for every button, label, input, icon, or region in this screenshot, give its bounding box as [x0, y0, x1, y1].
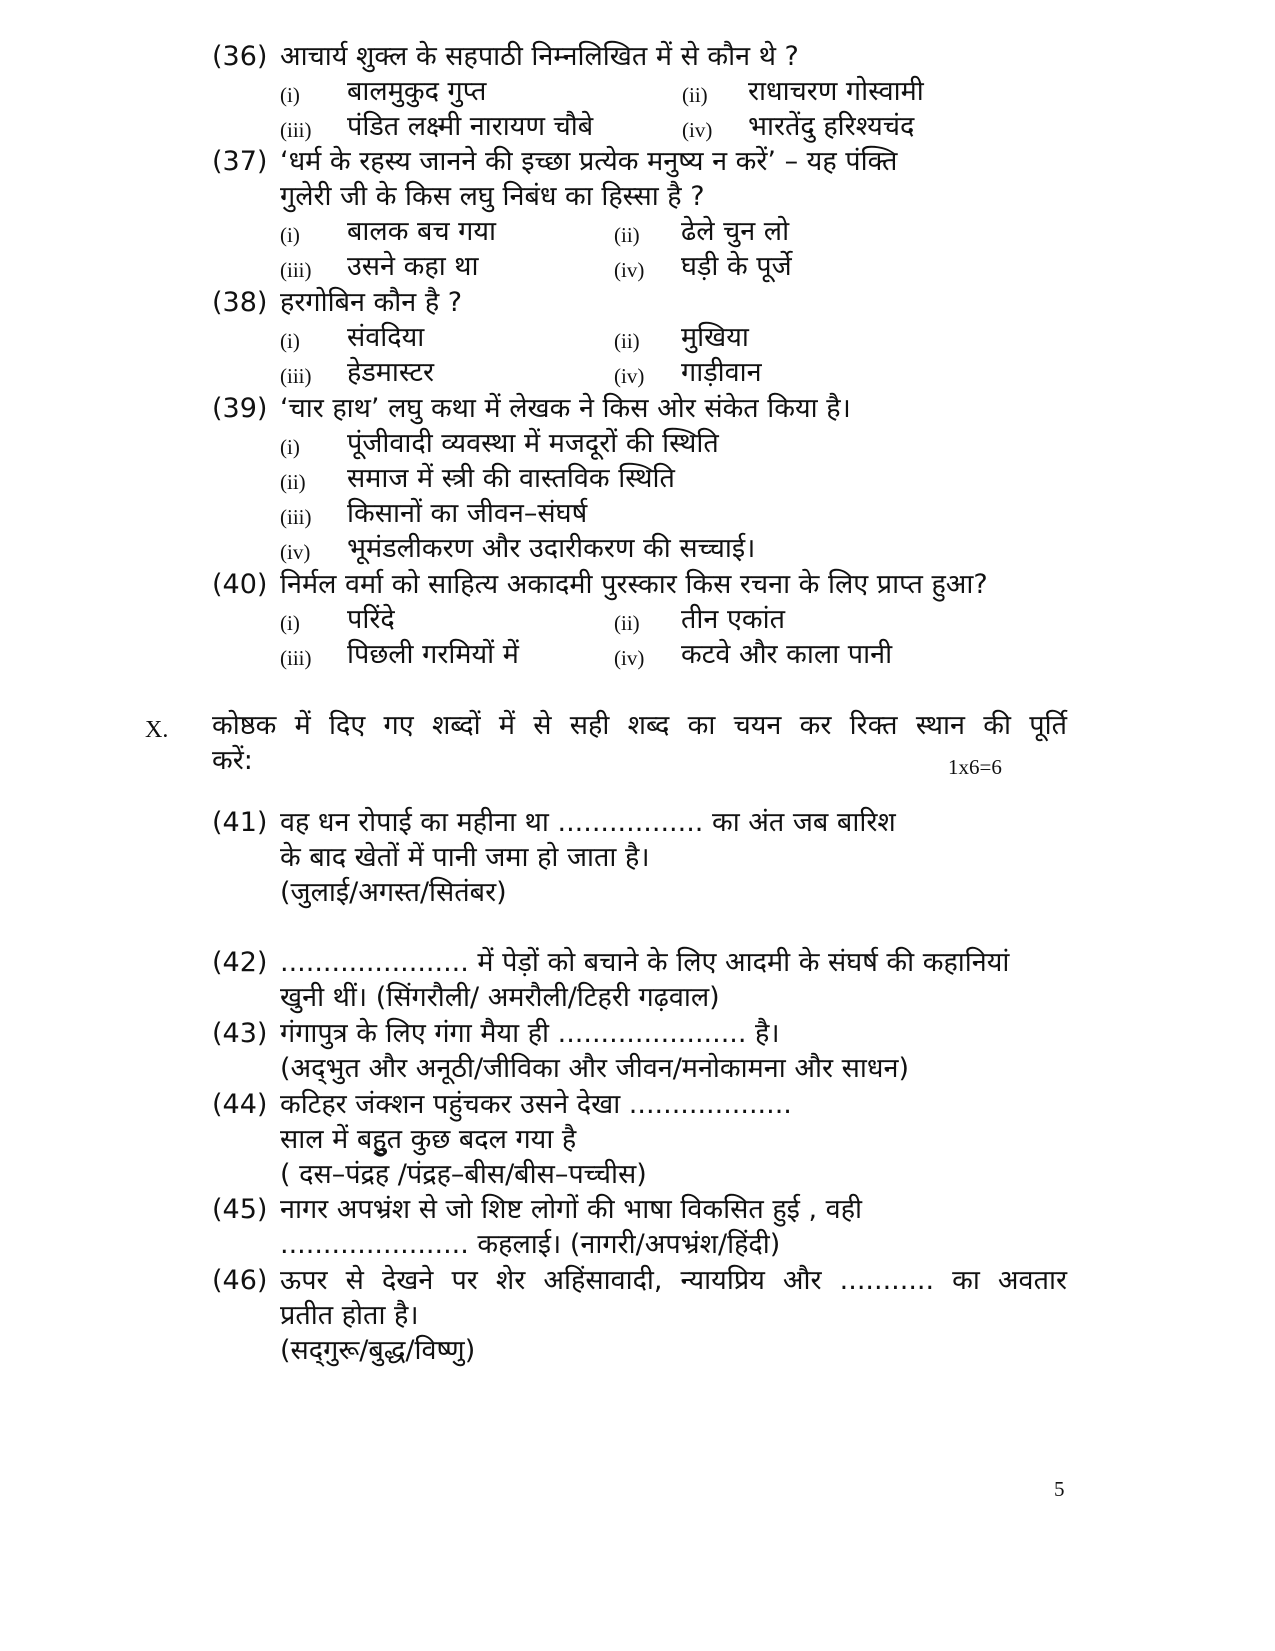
option-text: ढेले चुन लो — [681, 216, 790, 247]
option-text: बालमुकुद गुप्त — [347, 76, 487, 107]
section-instruction-cont: करें: — [212, 745, 253, 776]
answer-options: (सद्‌गुरू/बुद्ध/विष्णु) — [280, 1335, 476, 1366]
section-instruction: कोष्ठक में दिए गए शब्दों में से सही शब्द का चयन कर रिक्त स्थान की पूर्ति — [212, 710, 1067, 741]
question-text: गंगापुत्र के लिए गंगा मैया ही ...................... है। — [280, 1018, 780, 1049]
option-number: (ii) — [614, 223, 640, 247]
question-text: ऊपर से देखने पर शेर अहिंसावादी, न्यायप्रिय और ........... का अवतार — [280, 1265, 1067, 1296]
option-number: (iv) — [280, 540, 311, 564]
option-number: (iii) — [280, 646, 312, 670]
option-text: घड़ी के पूर्जे — [681, 251, 792, 282]
option-text: तीन एकांत — [681, 604, 786, 635]
question-text: ...................... में पेड़ों को बचाने के लिए आदमी के संघर्ष की कहानियां — [280, 947, 1010, 978]
question-text: कटिहर जंक्शन पहुंचकर उसने देखा ................... — [280, 1089, 792, 1120]
option-number: (iv) — [614, 258, 645, 282]
option-text: किसानों का जीवन–संघर्ष — [347, 498, 588, 529]
option-number: (iv) — [682, 118, 713, 142]
option-text: बालक बच गया — [347, 216, 497, 247]
question-number: (39) — [212, 393, 268, 424]
answer-options: (जुलाई/अगस्त/सितंबर) — [280, 877, 507, 908]
question-text: गुलेरी जी के किस लघु निबंध का हिस्सा है ? — [280, 181, 705, 212]
option-text: राधाचरण गोस्वामी — [748, 76, 924, 107]
question-number: (44) — [212, 1089, 268, 1120]
option-text: भारतेंदु हरिश्यचंद — [748, 111, 915, 142]
option-number: (i) — [280, 611, 300, 635]
option-number: (ii) — [614, 329, 640, 353]
option-text: पूंजीवादी व्यवस्था में मजदूरों की स्थिति — [347, 428, 719, 459]
question-text: आचार्य शुक्ल के सहपाठी निम्नलिखित में से कौन थे ? — [280, 41, 799, 72]
question-number: (37) — [212, 146, 268, 177]
option-text: उसने कहा था — [347, 251, 479, 282]
question-text: साल में बहुुत कुछ बदल गया है — [280, 1124, 577, 1155]
answer-options: (अद्‌भुत और अनूठी/जीविका और जीवन/मनोकामना और साधन) — [280, 1053, 909, 1084]
option-number: (iv) — [614, 364, 645, 388]
option-number: (iv) — [614, 646, 645, 670]
answer-options: ( दस–पंद्रह /पंद्रह–बीस/बीस–पच्चीस) — [280, 1159, 647, 1190]
option-text: गाड़ीवान — [681, 357, 762, 388]
option-number: (iii) — [280, 364, 312, 388]
option-number: (i) — [280, 83, 300, 107]
question-text: खुनी थीं। (सिंगरौली/ अमरौली/टिहरी गढ़वाल) — [280, 982, 720, 1013]
option-number: (iii) — [280, 505, 312, 529]
question-text: नागर अपभ्रंश से जो शिष्ट लोगों की भाषा विकसित हुई , वही — [280, 1194, 863, 1225]
question-number: (40) — [212, 569, 268, 600]
question-text: निर्मल वर्मा को साहित्य अकादमी पुरस्कार किस रचना के लिए प्राप्त हुआ? — [280, 569, 988, 600]
option-text: समाज में स्त्री की वास्तविक स्थिति — [347, 463, 675, 494]
question-number: (43) — [212, 1018, 268, 1049]
option-number: (i) — [280, 329, 300, 353]
section-number: X. — [145, 717, 169, 743]
option-number: (ii) — [280, 470, 306, 494]
question-number: (38) — [212, 287, 268, 318]
option-number: (iii) — [280, 118, 312, 142]
question-text: के बाद खेतों में पानी जमा हो जाता है। — [280, 842, 650, 873]
option-number: (i) — [280, 435, 300, 459]
option-text: भूमंडलीकरण और उदारीकरण की सच्चाई। — [347, 533, 756, 564]
question-number: (46) — [212, 1265, 268, 1296]
option-text: मुखिया — [681, 322, 749, 353]
question-number: (42) — [212, 947, 268, 978]
question-text: ‘चार हाथ’ लघु कथा में लेखक ने किस ओर संकेत किया है। — [280, 393, 851, 424]
marks-label: 1x6=6 — [948, 755, 1002, 779]
option-number: (ii) — [614, 611, 640, 635]
option-text: पंडित लक्ष्मी नारायण चौबे — [347, 111, 594, 142]
option-number: (ii) — [682, 83, 708, 107]
question-text: हरगोबिन कौन है ? — [280, 287, 463, 318]
option-text: परिंदे — [347, 604, 395, 635]
question-text: ...................... कहलाई। (नागरी/अपभ्रंश/हिंदी) — [280, 1229, 781, 1260]
option-text: कटवे और काला पानी — [681, 639, 893, 670]
option-text: हेडमास्टर — [347, 357, 435, 388]
option-number: (i) — [280, 223, 300, 247]
page-number: 5 — [1054, 1477, 1065, 1501]
question-number: (36) — [212, 41, 268, 72]
option-text: संवदिया — [347, 322, 425, 353]
option-number: (iii) — [280, 258, 312, 282]
option-text: पिछली गरमियों में — [347, 639, 519, 670]
question-text: ‘धर्म के रहस्य जानने की इच्छा प्रत्येक मनुष्य न करें’ – यह पंक्ति — [280, 146, 898, 177]
question-number: (45) — [212, 1194, 268, 1225]
question-text: वह धन रोपाई का महीना था ................. का अंत जब बारिश — [280, 807, 896, 838]
question-number: (41) — [212, 807, 268, 838]
question-text: प्रतीत होता है। — [280, 1300, 419, 1331]
